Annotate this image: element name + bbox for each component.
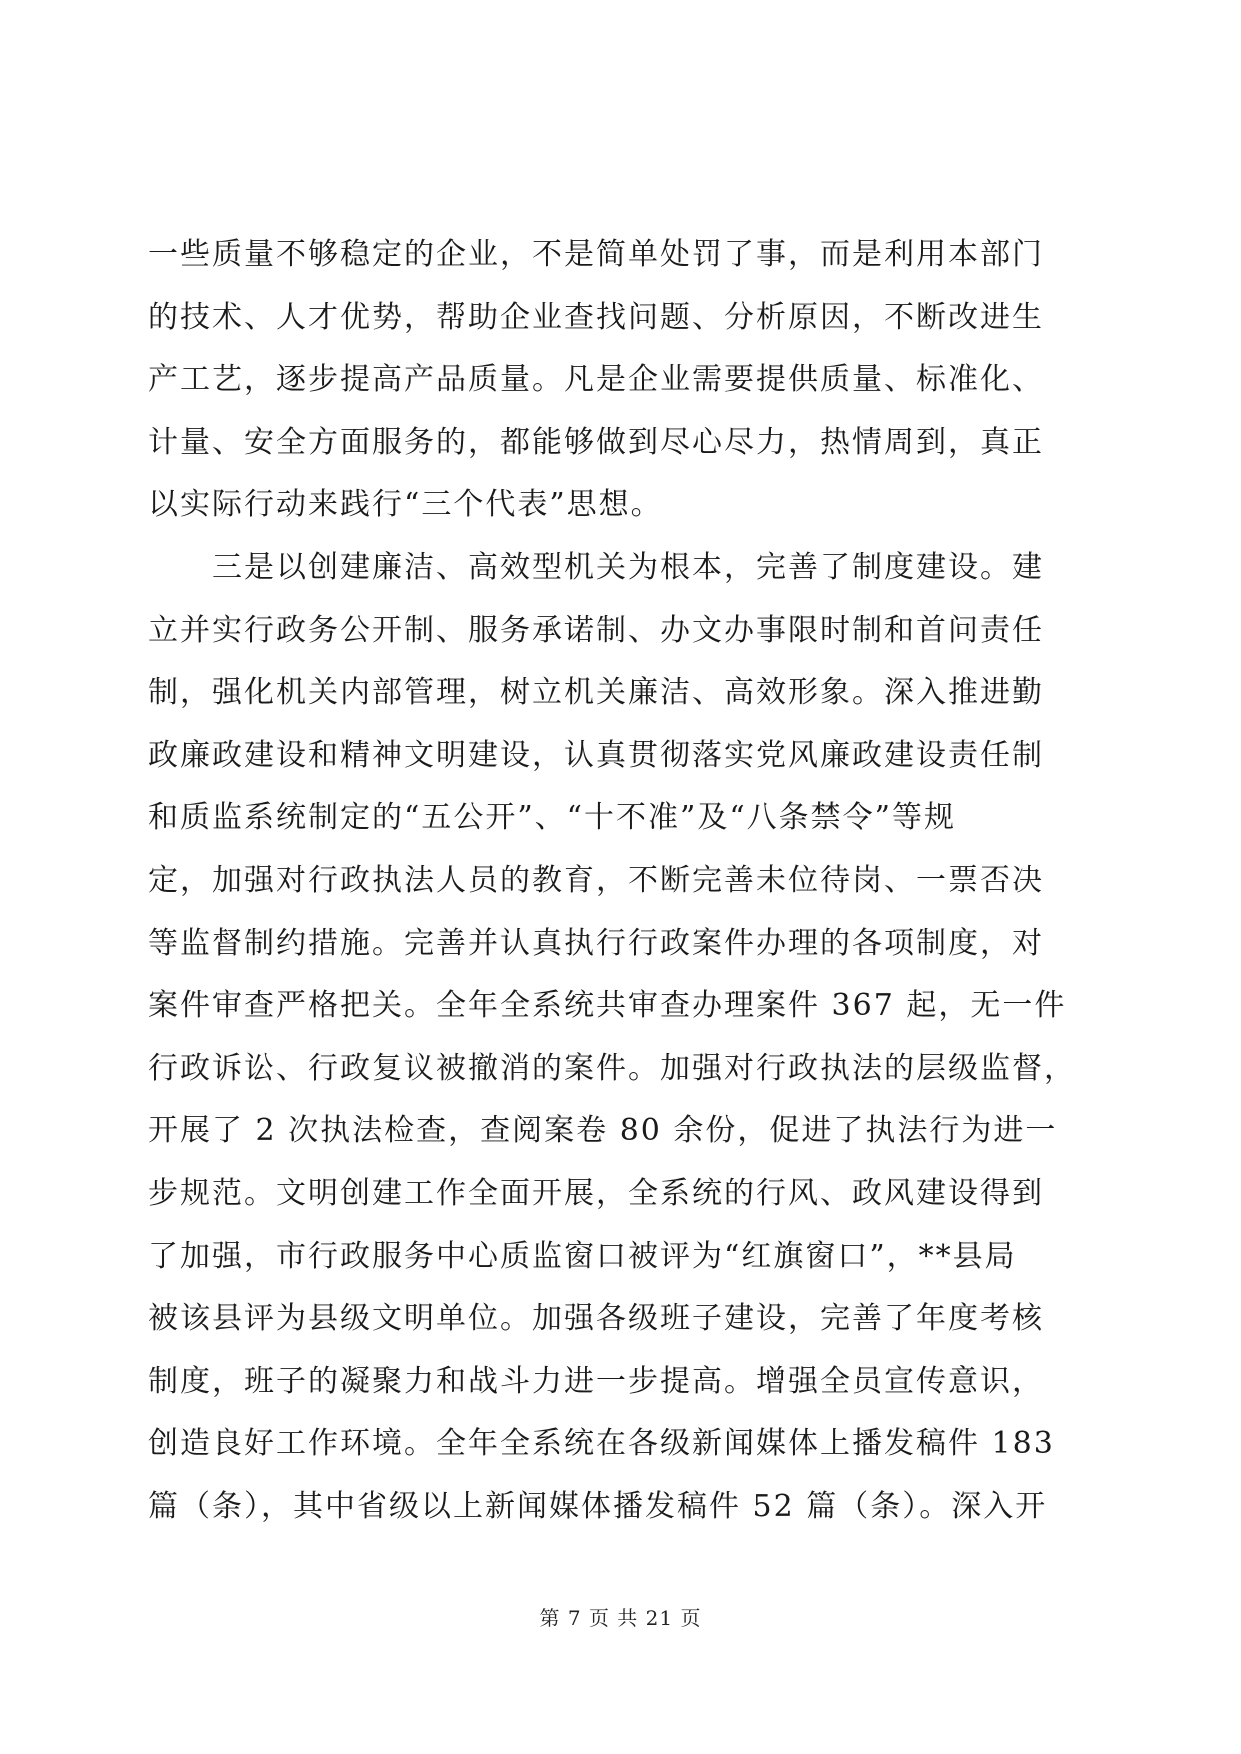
page-number-footer: 第 7 页 共 21 页 — [539, 1606, 702, 1630]
text-line: 创造良好工作环境。全年全系统在各级新闻媒体上播发稿件 183 — [148, 1426, 1055, 1462]
text-line: 了加强，市行政服务中心质监窗口被评为“红旗窗口”，**县局 — [148, 1238, 1017, 1274]
text-line: 和质监系统制定的“五公开”、“十不准”及“八条禁令”等规 — [148, 800, 957, 836]
document-body — [148, 224, 1093, 1538]
text-line: 的技术、人才优势，帮助企业查找问题、分析原因，不断改进生 — [148, 299, 1044, 335]
text-line: 步规范。文明创建工作全面开展，全系统的行风、政风建设得到 — [148, 1175, 1044, 1211]
text-line: 开展了 2 次执法检查，查阅案卷 80 余份，促进了执法行为进一 — [148, 1113, 1058, 1149]
text-line: 以实际行动来践行“三个代表”思想。 — [148, 487, 663, 523]
text-line: 制，强化机关内部管理，树立机关廉洁、高效形象。深入推进勤 — [148, 675, 1044, 711]
text-line: 政廉政建设和精神文明建设，认真贯彻落实党风廉政建设责任制 — [148, 737, 1044, 773]
text-line: 案件审查严格把关。全年全系统共审查办理案件 367 起，无一件 — [148, 988, 1067, 1024]
text-line: 产工艺，逐步提高产品质量。凡是企业需要提供质量、标准化、 — [148, 362, 1044, 398]
text-line: 定，加强对行政执法人员的教育，不断完善未位待岗、一票否决 — [148, 862, 1044, 898]
text-line: 立并实行政务公开制、服务承诺制、办文办事限时制和首问责任 — [148, 612, 1044, 648]
text-line: 计量、安全方面服务的，都能够做到尽心尽力，热情周到，真正 — [148, 424, 1044, 460]
text-line: 被该县评为县级文明单位。加强各级班子建设，完善了年度考核 — [148, 1301, 1044, 1337]
text-line: 制度，班子的凝聚力和战斗力进一步提高。增强全员宣传意识， — [148, 1363, 1044, 1399]
text-line: 三是以创建廉洁、高效型机关为根本，完善了制度建设。建 — [148, 549, 1044, 585]
text-line: 篇（条），其中省级以上新闻媒体播发稿件 52 篇（条）。深入开 — [148, 1488, 1048, 1524]
text-line: 行政诉讼、行政复议被撤消的案件。加强对行政执法的层级监督， — [148, 1050, 1076, 1086]
text-line: 等监督制约措施。完善并认真执行行政案件办理的各项制度，对 — [148, 925, 1044, 961]
text-line: 一些质量不够稳定的企业，不是简单处罚了事，而是利用本部门 — [148, 237, 1044, 272]
